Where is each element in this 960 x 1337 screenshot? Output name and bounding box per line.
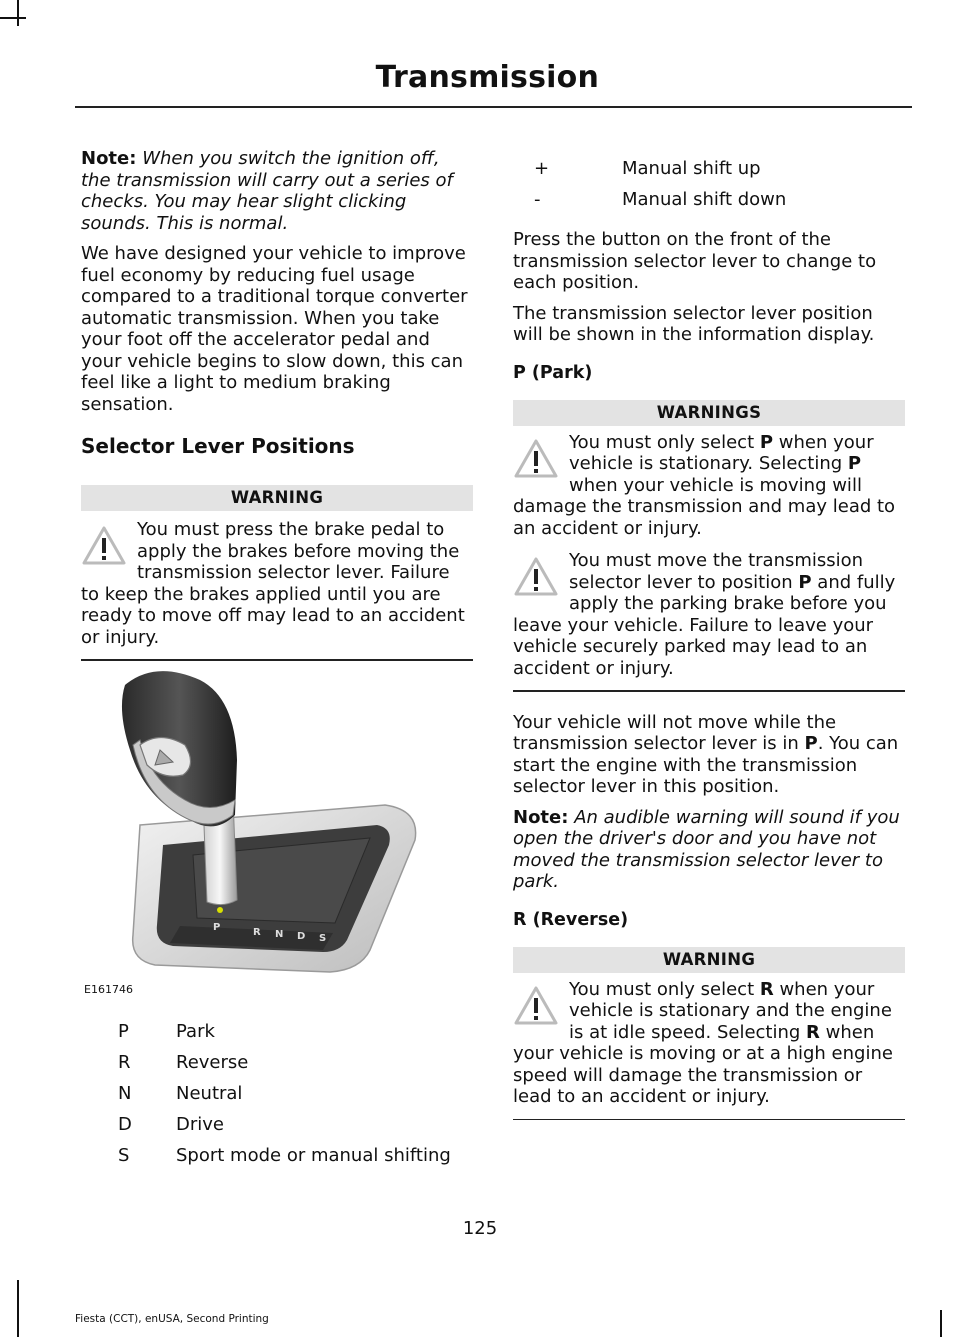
list-item [513,153,905,184]
page-number: 125 [462,1218,498,1239]
park-heading: P (Park) [513,362,593,383]
text-run: when your vehicle is stationary and the engine is at idle speed. Selecting [569,978,892,1043]
position-code: S [118,1145,130,1166]
park-paragraph [513,712,905,798]
page-title: Transmission [375,60,599,95]
shift-code: + [534,158,550,179]
position-label: Drive [176,1114,224,1135]
note-text: When you switch the ignition off, the transmission will carry out a series of checks. You may hear slight clicking sounds. This is normal. [81,148,453,234]
note-paragraph [513,807,905,893]
warning-title: WARNING [81,485,473,511]
text-run: Your vehicle will not move while the transmission selector lever is in [513,711,837,754]
crop-mark [17,0,19,26]
text-run: You must move the transmission selector lever to position [569,550,864,593]
warning-divider [513,690,905,692]
list-item [81,1016,473,1047]
position-letter: R [759,978,774,1000]
crop-mark [0,17,26,19]
svg-text:R: R [253,927,261,938]
position-label: Sport mode or manual shifting [176,1145,451,1166]
button-paragraph: Press the button on the front of the transmission selector lever to change to each position. [513,229,877,293]
note-label: Note: [513,806,569,828]
warning-triangle-icon [513,556,559,598]
warning-divider [513,1119,905,1121]
text-run: when your vehicle is moving or at a high engine speed will damage the transmission or lead to an accident or injury. [513,1021,893,1107]
display-paragraph: The transmission selector lever position will be shown in the information display. [513,302,875,345]
warning-triangle-icon [513,985,559,1027]
warning-text-1 [513,432,905,540]
section-heading: Selector Lever Positions [81,434,355,458]
position-code: D [118,1114,132,1135]
position-label: Park [176,1021,215,1042]
position-label: Reverse [176,1052,249,1073]
position-letter: P [759,431,774,453]
svg-text:P: P [213,922,221,933]
left-column [81,148,473,661]
note-paragraph [81,148,473,234]
shift-label: Manual shift up [622,158,761,179]
crop-mark [940,1310,942,1337]
list-item [81,1047,473,1078]
position-letter: R [806,1021,820,1043]
warning-triangle-icon [81,525,127,567]
position-letter: P [798,571,812,593]
note-label: Note: [81,148,137,169]
svg-text:N: N [275,929,284,940]
selector-lever-illustration [85,650,470,1002]
warning-text-2 [513,550,905,679]
figure-id: E161746 [84,983,133,996]
footer-edition: Fiesta (CCT), enUSA, Second Printing [75,1313,269,1325]
position-code: R [118,1052,131,1073]
list-item [81,1109,473,1140]
position-letter: P [847,453,862,474]
reverse-heading: R (Reverse) [513,909,629,930]
position-list [81,1016,473,1171]
warning-box [81,485,473,661]
warnings-box [513,400,905,692]
fuel-economy-paragraph: We have designed your vehicle to improve fuel economy by reducing fuel usage compared to a traditional torque converter automatic transmission. When you take your foot off the accelerator pedal and your vehicle begins to slow down, this can feel like a light to medium braking sensation. [81,243,468,415]
svg-text:S: S [319,933,327,944]
position-label: Neutral [176,1083,243,1104]
list-item [513,184,905,215]
text-run: and fully apply the parking brake before you leave your vehicle. Failure to leave your vehicle securely parked may lead to an accident or injury. [513,571,896,679]
text-run: when your vehicle is moving will damage the transmission and may lead to an accident or injury. [513,474,896,539]
list-item [81,1078,473,1109]
position-letter: P [804,733,818,754]
warning-text: You must press the brake pedal to apply the brakes before moving the transmission selector lever. Failure to keep the brakes applied until you are ready to move off may lead to an accident or injury. [81,519,465,648]
title-divider [75,106,912,108]
crop-mark [17,1280,19,1337]
position-code: N [118,1083,132,1104]
warning-title: WARNING [513,947,905,973]
warnings-title: WARNINGS [513,400,905,426]
warning-triangle-icon [513,438,559,480]
shift-code: - [534,189,541,210]
text-run: when your vehicle is stationary. Selecting [569,431,874,474]
note-text: An audible warning will sound if you open the driver's door and you have not moved the transmission selector lever to park. [513,806,900,892]
shift-label: Manual shift down [622,189,787,210]
reverse-warning-box [513,947,905,1121]
warning-text-3 [513,979,905,1108]
list-item [81,1140,473,1171]
text-run: . You can start the engine with the transmission selector lever in this position. [513,733,899,797]
text-run: You must only select [569,431,760,453]
position-code: P [118,1021,129,1042]
svg-text:D: D [297,931,306,942]
right-column [513,153,905,1120]
text-run: You must only select [569,978,760,1000]
